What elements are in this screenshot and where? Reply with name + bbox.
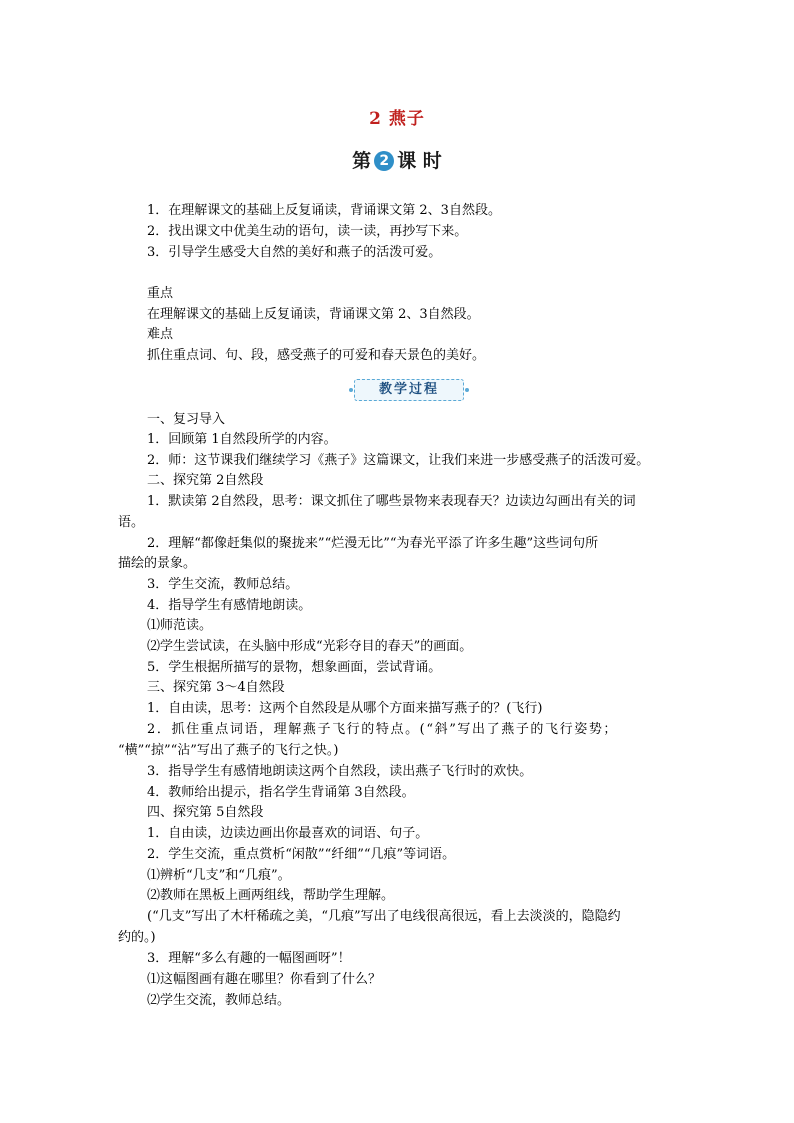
process-line: 1．自由读，边读边画出你最喜欢的词语、句子。 <box>147 826 429 841</box>
lesson-suffix: 课 时 <box>397 150 442 172</box>
banner-label: 教学过程 <box>378 382 439 397</box>
process-line: 2．抓住重点词语，理解燕子飞行的特点。(“斜”写出了燕子的飞行姿势； <box>147 722 619 737</box>
process-line: 1．回顾第 1自然段所学的内容。 <box>147 432 337 447</box>
process-line: 5．学生根据所描写的景物，想象画面，尝试背诵。 <box>147 660 442 675</box>
lesson-number-badge: 2 <box>374 151 394 171</box>
process-line: 一、复习导入 <box>147 412 226 427</box>
process-line: 三、探究第 3～4自然段 <box>147 680 285 695</box>
objective-line: 2．找出课文中优美生动的语句，读一读，再抄写下来。 <box>147 224 468 239</box>
objective-line: 3．引导学生感受大自然的美好和燕子的活泼可爱。 <box>147 245 442 260</box>
difficulty-label: 难点 <box>147 327 174 342</box>
lesson-title: 2 燕子 <box>369 109 425 129</box>
process-line: ⑴这幅图画有趣在哪里？你看到了什么？ <box>147 972 382 987</box>
process-line: 约的。) <box>118 930 156 945</box>
process-line: 描绘的景象。 <box>118 556 197 571</box>
process-line: 二、探究第 2自然段 <box>147 473 264 488</box>
teaching-process-banner <box>354 379 464 401</box>
key-point-text: 在理解课文的基础上反复诵读，背诵课文第 2、3自然段。 <box>147 307 480 322</box>
process-line: ⑴辨析“几支”和“几痕”。 <box>147 868 291 883</box>
process-line: 4．指导学生有感情地朗读。 <box>147 598 312 613</box>
key-point-label: 重点 <box>147 286 174 301</box>
objective-line: 1．在理解课文的基础上反复诵读，背诵课文第 2、3自然段。 <box>147 203 501 218</box>
process-line: 3．指导学生有感情地朗读这两个自然段，读出燕子飞行时的欢快。 <box>147 764 533 779</box>
process-line: 语。 <box>118 515 145 530</box>
process-line: ⑵学生尝试读，在头脑中形成“光彩夺目的春天”的画面。 <box>147 639 473 654</box>
lesson-period-heading <box>0 146 794 173</box>
lesson-prefix: 第 <box>352 150 372 172</box>
process-line: 2．师：这节课我们继续学习《燕子》这篇课文，让我们来进一步感受燕子的活泼可爱。 <box>147 453 650 468</box>
process-line: 四、探究第 5自然段 <box>147 805 264 820</box>
process-line: 4．教师给出提示，指名学生背诵第 3自然段。 <box>147 785 415 800</box>
difficulty-text: 抓住重点词、句、段，感受燕子的可爱和春天景色的美好。 <box>147 348 486 363</box>
process-line: 1．自由读，思考：这两个自然段是从哪个方面来描写燕子的？(飞行) <box>147 701 543 716</box>
process-line: (“几支”写出了木杆稀疏之美，“几痕”写出了电线很高很远，看上去淡淡的，隐隐约 <box>147 909 621 924</box>
process-line: 1．默读第 2自然段，思考：课文抓住了哪些景物来表现春天？边读边勾画出有关的词 <box>147 494 636 509</box>
process-line: 2．理解“都像赶集似的聚拢来”“烂漫无比”“为春光平添了许多生趣”这些词句所 <box>147 536 599 551</box>
process-line: “横”“掠”“沾”写出了燕子的飞行之快。) <box>118 743 339 758</box>
process-line: ⑴师范读。 <box>147 618 213 633</box>
process-line: 3．学生交流，教师总结。 <box>147 577 299 592</box>
process-line: ⑵学生交流，教师总结。 <box>147 993 291 1008</box>
process-line: 3．理解“多么有趣的一幅图画呀”！ <box>147 951 351 966</box>
process-line: ⑵教师在黑板上画两组线，帮助学生理解。 <box>147 888 395 903</box>
process-line: 2．学生交流，重点赏析“闲散”“纤细”“几痕”等词语。 <box>147 847 456 862</box>
